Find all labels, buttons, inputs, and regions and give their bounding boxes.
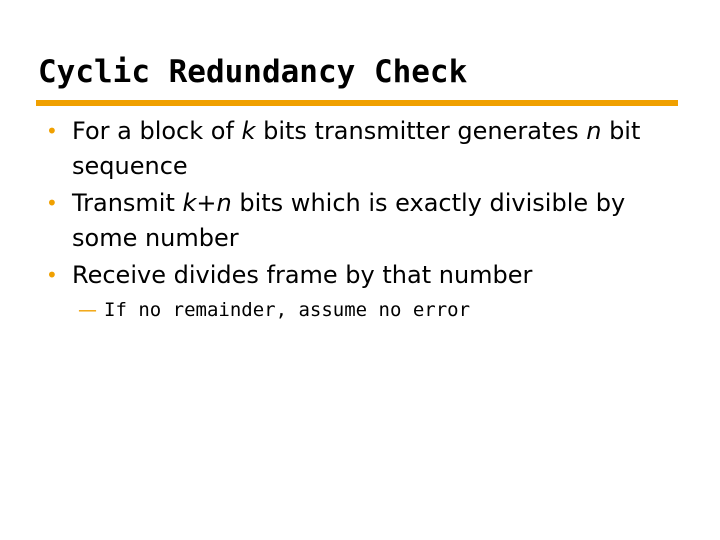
bullet-text: Receive divides frame by that number [72,261,533,289]
variable-n: n [586,117,602,145]
bullet-item [40,186,680,256]
variable-k-plus-n: k+n [182,189,232,217]
bullet-text: bit sequence [72,117,641,180]
em-dash-icon: — [78,299,97,321]
bullet-text: For a block of [72,117,242,145]
bullet-dot-icon: • [46,263,58,287]
sub-bullet-item [40,295,680,325]
bullet-dot-icon: • [46,119,58,143]
sub-bullet-text: If no remainder, assume no error [104,299,471,321]
bullet-item [40,114,680,184]
bullet-text: bits transmitter generates [255,117,587,145]
bullet-item [40,258,680,293]
bullet-text: Transmit [72,189,183,217]
slide-title: Cyclic Redundancy Check [38,54,468,90]
variable-k: k [241,117,256,145]
title-underline [36,100,678,106]
bullet-dot-icon: • [46,191,58,215]
bullet-text: bits which is exactly divisible by some number [72,189,626,252]
slide-body [40,114,680,325]
